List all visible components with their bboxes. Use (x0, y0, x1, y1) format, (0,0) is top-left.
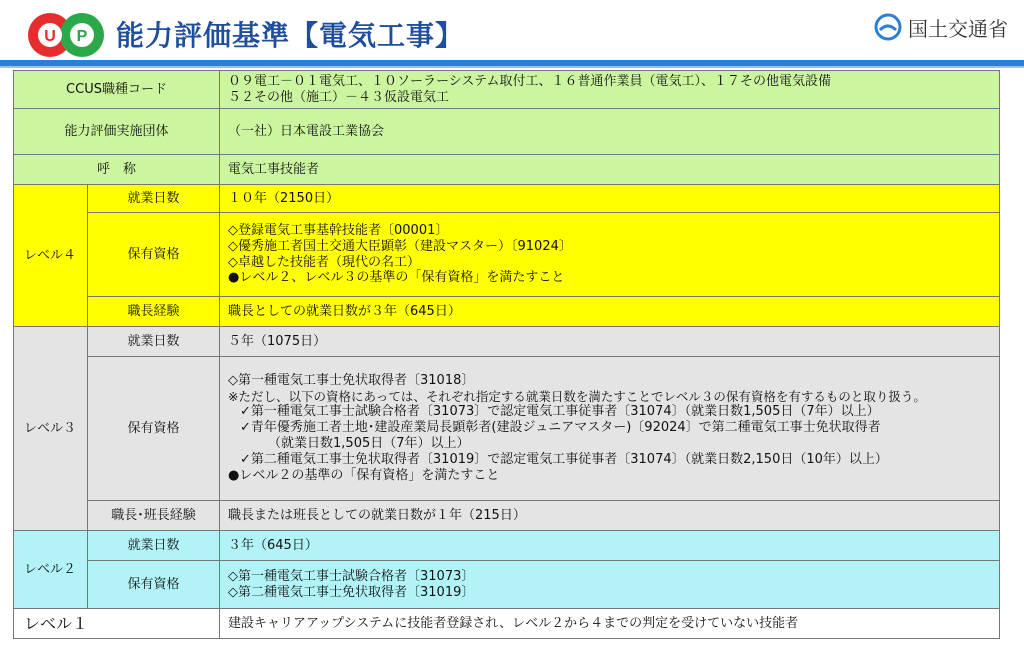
criteria-table (13, 70, 1000, 639)
level1-label: レベル１ (14, 609, 220, 639)
level3-exp-label: 職長･班長経験 (88, 501, 220, 531)
level4-days-label: 就業日数 (88, 185, 220, 213)
header (0, 0, 1024, 66)
row-level3-exp (14, 501, 1000, 531)
level4-qual-value (220, 213, 1000, 297)
ccus-code-label: CCUS職種コード (14, 71, 220, 109)
level2-label: レベル２ (14, 531, 88, 609)
level3-exp-value: 職長または班長としての就業日数が１年（215日） (220, 501, 1000, 531)
row-name (14, 155, 1000, 185)
level1-value: 建設キャリアアップシステムに技能者登録され、レベル２から４までの判定を受けていない技能者 (220, 609, 1000, 639)
level3-days-value: ５年（1075日） (220, 327, 1000, 357)
qual-line: ◇登録電気工事基幹技能者〔00001〕 (228, 222, 449, 238)
qual-line: ●レベル２、レベル３の基準の「保有資格」を満たすこと (228, 270, 565, 286)
level3-qual-value (220, 357, 1000, 501)
qual-line: ●レベル２の基準の「保有資格」を満たすこと (228, 467, 500, 483)
ministry-name: 国土交通省 (908, 16, 1008, 41)
qual-line: ◇第一種電気工事士試験合格者〔31073〕 (228, 568, 475, 584)
level2-days-label: 就業日数 (88, 531, 220, 561)
org-value: （一社）日本電設工業協会 (220, 109, 1000, 155)
row-ccus-code (14, 71, 1000, 109)
ministry-emblem-icon (874, 12, 902, 42)
level3-qual-label: 保有資格 (88, 357, 220, 501)
logo-letter-p: P (76, 28, 88, 45)
row-level3-qual (14, 357, 1000, 501)
level4-days-value: １０年（2150日） (220, 185, 1000, 213)
row-org (14, 109, 1000, 155)
row-level2-days (14, 531, 1000, 561)
row-level3-days (14, 327, 1000, 357)
level3-label: レベル３ (14, 327, 88, 531)
level3-days-label: 就業日数 (88, 327, 220, 357)
level2-days-value: ３年（645日） (220, 531, 1000, 561)
name-value: 電気工事技能者 (220, 155, 1000, 185)
org-label: 能力評価実施団体 (14, 109, 220, 155)
row-level4-days (14, 185, 1000, 213)
qual-line: ◇優秀施工者国土交通大臣顕彰（建設マスター）〔91024〕 (228, 238, 572, 254)
ministry-badge (874, 12, 1008, 42)
level4-qual-label: 保有資格 (88, 213, 220, 297)
level4-exp-label: 職長経験 (88, 297, 220, 327)
level2-qual-value (220, 561, 1000, 609)
logo-letter-u: U (44, 28, 56, 45)
qual-line: ◇第二種電気工事士免状取得者〔31019〕 (228, 584, 475, 600)
qual-check-line: ✓第二種電気工事士免状取得者〔31019〕で認定電気工事従事者〔31074〕（就業日数2,150日（10年）以上） (240, 451, 888, 467)
level4-exp-value: 職長としての就業日数が３年（645日） (220, 297, 1000, 327)
name-label: 呼 称 (14, 155, 220, 185)
qual-line: ◇卓越した技能者（現代の名工） (228, 254, 421, 270)
up-logo (20, 8, 108, 60)
page-title: 能力評価基準【電気工事】 (116, 19, 465, 52)
qual-line: ◇第一種電気工事士免状取得者〔31018〕 (228, 373, 475, 389)
header-rule-light (0, 66, 1024, 68)
ccus-code-line: ０９電工－０１電気工、１０ソーラーシステム取付工、１６普通作業員（電気工）、１７その他電気設備 (228, 73, 831, 89)
row-level2-qual (14, 561, 1000, 609)
row-level4-exp (14, 297, 1000, 327)
ccus-code-line: ５２その他（施工）－４３仮設電気工 (228, 89, 450, 105)
qual-note: ※ただし、以下の資格にあっては、それぞれ指定する就業日数を満たすことでレベル３の保有資格を有するものと取り扱う。 (228, 389, 926, 405)
qual-check-line-cont: （就業日数1,505日（7年）以上） (268, 436, 470, 452)
ccus-code-value (220, 71, 1000, 109)
qual-check-line: ✓青年優秀施工者土地･建設産業局長顕彰者(建設ジュニアマスター)〔92024〕で第二種電気工事士免状取得者 (240, 420, 881, 436)
level2-qual-label: 保有資格 (88, 561, 220, 609)
level4-label: レベル４ (14, 185, 88, 327)
row-level4-qual (14, 213, 1000, 297)
row-level1 (14, 609, 1000, 639)
qual-check-line: ✓第一種電気工事士試験合格者〔31073〕で認定電気工事従事者〔31074〕（就業日数1,505日（7年）以上） (240, 404, 880, 420)
